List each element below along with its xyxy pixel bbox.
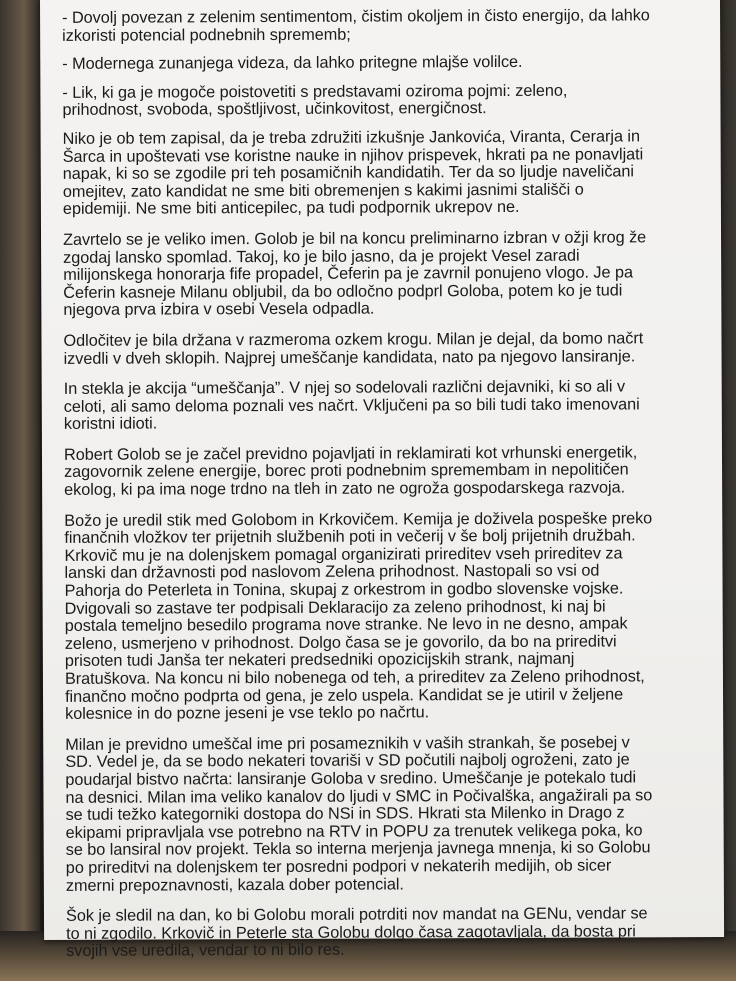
paragraph-golob-energetik: Robert Golob se je začel previdno pojavljati in reklamirati kot vrhunski energetik, zagovornik zelene energije, borec proti podnebnim spremembam in nepolitičen ekolog, ki pa ima noge trdno na tleh in zato ne ogroža gospodarskega razvoja. (63, 443, 638, 499)
paragraph-placement-action: In stekla je akcija “umeščanja”. V njej so sodelovali različni dejavniki, ki so ali v celoti, ali samo deloma poznali ves načrt. Vključeni pa so bili tudi tako imenovani koristni idioti. (63, 377, 640, 434)
paragraph-names: Zavrtelo se je veliko imen. Golob je bil na koncu preliminarno izbran v ožji krog že zgodaj lansko spomlad. Takoj, ko je bilo jasno, da je projekt Vesel zaradi milijonskega honorarja fife propadel, Čeferin pa je zavrnil ponujeno vlogo. Je pa Čeferin kasneje Milanu obljubil, da bo odločno podprl Goloba, potem ko je tudi njegova prva izbira v osebi Vesela odpadla. (63, 228, 647, 320)
bullet-paragraph-modern-look: - Modernega zunanjega videza, da lahko pritegne mlajše volilce. (62, 53, 523, 74)
paragraph-milan-sd: Milan je previdno umeščal ime pri posameznikih v vaših strankah, še posebej v SD. Vedel je, da se bodo nekateri tovariši v SD počutili najbolj ogroženi, zato je poudarjal bistvo načrta: lansiranje Goloba v sredino. Umeščanje je potekalo tudi na desnici. Milan ima veliko kanalov do ljudi v SMC in Počivalška, angažirali pa so se tudi težko kategorniki dostopa do NSi in SDS. Hkrati sta Milenko in Drago z ekipami pripravljala vse potrebno na RTV in POPU za trenutek velikega poka, ko se bo lansiral nov projekt. Tekla so interna merjenja javnega mnenja, ki so Golobu po prireditvi na dolenjskem ter posredni podpori v nekaterih medijih, ob sicer zmerni prepoznavnosti, kazala dober potencial. (65, 733, 653, 895)
desk-surface-left (0, 0, 40, 981)
bullet-paragraph-identity: - Lik, ki ga je mogoče poistovetiti s predstavami oziroma pojmi: zeleno, prihodnost, svoboda, spoštljivost, učinkovitost, energičnost. (62, 81, 568, 120)
paragraph-bozo-krkovic: Božo je uredil stik med Golobom in Krkovičem. Kemija je doživela pospeške preko finančnih vložkov ter prijetnih službenih poti in večerij v še bolj prijetnih družbah. Krkovič mu je na dolenjskem pomagal organizirati prireditev vseh prireditev za lanski dan državnosti pod naslovom Zelena prihodnost. Nastopali so vsi od Pahorja do Peterleta in Tonina, skupaj z orkestrom in godbo slovenske vojske. Dvigovali so zastave ter podpisali Deklaracijo za zeleno prihodnost, ki naj bi postala temeljno besedilo programa nove stranke. Ne levo in ne desno, ampak zeleno, usmerjeno v prihodnost. Dolgo časa se je govorilo, da bo na prireditvi prisoten tudi Janša ter nekateri predsedniki opozicijskih strank, najmanj Bratuškova. Na koncu ni bilo nobenega od teh, a prireditev za Zeleno prihodnost, finančno močno podprta od gena, je zelo uspela. Kandidat se je utiril v željene kolesnice in do pozne jeseni je vse teklo po načrtu. (64, 508, 653, 724)
paragraph-decision: Odločitev je bila držana v razmeroma ozkem krogu. Milan je dejal, da bomo načrt izvedli v dveh sklopih. Najprej umeščanje kandidata, nato pa njegovo lansiranje. (63, 329, 644, 368)
printed-page (40, 0, 724, 961)
bullet-paragraph-green-sentiment: - Dovolj povezan z zelenim sentimentom, čistim okoljem in čisto energijo, da lahko izkoristi potencial podnebnih sprememb; (62, 6, 650, 45)
paragraph-shock: Šok je sledil na dan, ko bi Golobu morali potrditi nov mandat na GENu, vendar se to ni zgodilo. Krkovič in Peterle sta Golobu dolgo časa zagotavljala, da bosta pri svojih vse uredila, vendar to ni bilo res. (65, 904, 648, 961)
paragraph-niko-note: Niko je ob tem zapisal, da je treba združiti izkušnje Jankovića, Viranta, Cerarja in Šarca in upoštevati vse koristne nauke in njihov prispevek, hkrati pa ne ponavljati napak, ki so se zgodile pri teh posamičnih kandidatih. Ter da so ljudje naveličani omejitev, zato kandidat ne sme biti obremenjen s kakimi jasnimi stališči o epidemiji. Ne sme biti anticepilec, pa tudi podpornik ukrepov ne. (62, 127, 644, 219)
